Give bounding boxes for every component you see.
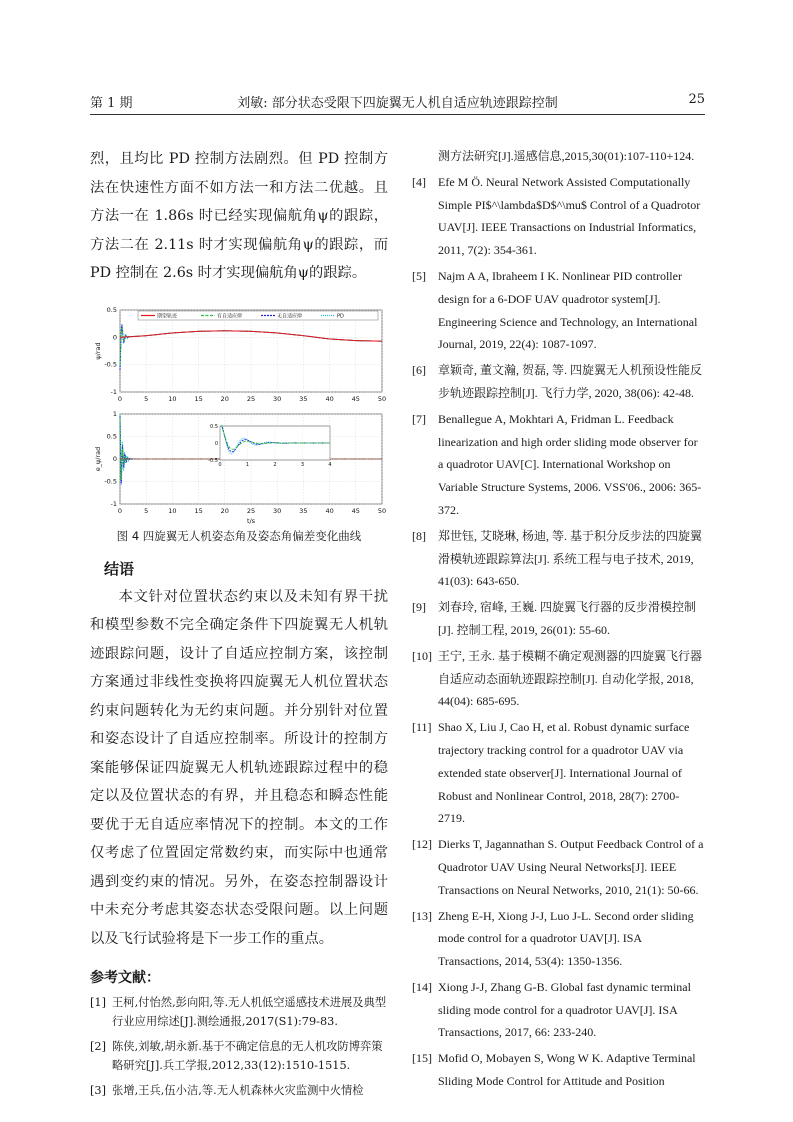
inset-x-tick-label: 4 — [328, 461, 332, 468]
reference-text: Shao X, Liu J, Cao H, et al. Robust dynamic surface trajectory tracking control for a quadrotor UAV via extended state observer[J]. International Journal of Robust and Nonlinear Control, 2018, 28(7): 2700-2719. — [438, 720, 690, 826]
reference-number: [13] — [412, 908, 432, 923]
reference-number: [10] — [412, 648, 432, 663]
x-tick-label: 50 — [377, 506, 387, 515]
header-rule — [90, 114, 705, 115]
x-tick-label: 25 — [246, 506, 256, 515]
x-axis-label: t/s — [246, 516, 256, 524]
y-tick-label: -0.5 — [104, 477, 117, 485]
x-tick-label: 35 — [299, 394, 308, 403]
reference-number: [5] — [412, 268, 426, 283]
reference-item — [412, 171, 704, 262]
reference-number: [8] — [412, 528, 426, 543]
y-tick-label: -1 — [110, 387, 117, 396]
x-tick-label: 15 — [194, 506, 203, 515]
x-tick-label: 10 — [168, 394, 177, 403]
y-tick-label: -1 — [110, 499, 117, 508]
x-tick-label: 40 — [325, 394, 334, 403]
y-axis-label: e_ψ/rad — [94, 446, 102, 471]
reference-text: 郑世钰, 艾晓琳, 杨迪, 等. 基于积分反步法的四旋翼滑模轨迹跟踪算法[J]. 系统工程与电子技术, 2019, 41(03): 643-650. — [438, 528, 703, 589]
x-tick-label: 0 — [117, 394, 123, 403]
legend-label: 有自适应律 — [217, 313, 243, 319]
reference-number: [12] — [412, 837, 432, 852]
x-tick-label: 50 — [377, 394, 387, 403]
reference-text: Benallegue A, Mokhtari A, Fridman L. Feedback linearization and high order sliding mode observer for a quadrotor UAV[C]. International Workshop on Variable Structure Systems, 2006. VSS'06., 2006: 365-372. — [438, 411, 702, 517]
issue-number: 第 1 期 — [90, 96, 133, 111]
legend-label: 无自适应律 — [277, 313, 303, 319]
y-tick-label: 0 — [112, 332, 117, 341]
inset-y-tick-label: 0 — [214, 440, 218, 447]
x-tick-label: 5 — [144, 506, 149, 515]
inset-y-tick-label: -0.5 — [208, 457, 218, 464]
reference-item — [412, 525, 704, 593]
x-tick-label: 20 — [220, 506, 229, 515]
reference-item — [412, 145, 704, 168]
reference-number: [9] — [412, 600, 426, 615]
running-title: 刘敏: 部分状态受限下四旋翼无人机自适应轨迹跟踪控制 — [237, 96, 558, 111]
reference-item — [412, 359, 704, 405]
x-tick-label: 40 — [325, 506, 334, 515]
page-number: 25 — [688, 92, 705, 107]
x-tick-label: 25 — [246, 394, 256, 403]
x-tick-label: 5 — [144, 394, 149, 403]
y-tick-label: 0.5 — [106, 305, 117, 314]
y-tick-label: 1 — [112, 409, 117, 418]
inset-y-tick-label: 0.5 — [210, 423, 218, 430]
reference-text: 章颖奇, 董文瀚, 贺磊, 等. 四旋翼无人机预设性能反步轨迹跟踪控制[J]. 飞行力学, 2020, 38(06): 42-48. — [438, 363, 703, 400]
reference-text: Efe M Ö. Neural Network Assisted Computationally Simple PI$^\lambda$D$^\mu$ Control of a Quadrotor UAV[J]. IEEE Transactions on Industrial Informatics, 2011, 7(2): 354-361. — [438, 174, 701, 258]
legend-label: PD — [337, 313, 344, 319]
reference-item — [412, 265, 704, 356]
reference-item — [412, 408, 704, 522]
reference-item — [90, 1081, 388, 1100]
reference-number: [1] — [90, 996, 107, 1009]
reference-text: 刘春玲, 宿峰, 王巍. 四旋翼飞行器的反步滑模控制[J]. 控制工程, 2019, 26(01): 55-60. — [438, 600, 697, 637]
reference-item — [412, 833, 704, 901]
y-tick-label: 0.5 — [106, 432, 117, 440]
y-tick-label: -0.5 — [104, 360, 117, 369]
references-list-right — [412, 145, 704, 1093]
inset-x-tick-label: 1 — [245, 461, 250, 468]
paragraph-results: 烈，且均比 PD 控制方法剧烈。但 PD 控制方法在快速性方面不如方法一和方法二优越。且方法一在 1.86s 时已经实现偏航角ψ的跟踪，方法二在 2.11s 时才实现偏航角ψ的跟踪，而 PD 控制在 2.6s 时才实现偏航角ψ的跟踪。 — [90, 151, 388, 281]
reference-item — [412, 645, 704, 713]
x-tick-label: 0 — [117, 506, 123, 515]
reference-item — [412, 1047, 704, 1093]
x-tick-label: 45 — [351, 394, 360, 403]
reference-text: Mofid O, Mobayen S, Wong W K. Adaptive Terminal Sliding Mode Control for Attitude and Position — [438, 1051, 696, 1089]
attitude-chart — [90, 302, 388, 524]
reference-number: [6] — [412, 363, 426, 378]
inset-x-tick-label: 0 — [218, 461, 222, 468]
left-column — [90, 145, 388, 1106]
inset-x-tick-label: 2 — [273, 461, 277, 468]
inset-x-tick-label: 3 — [300, 461, 305, 468]
reference-text: Zheng E-H, Xiong J-J, Luo J-L. Second order sliding mode control for a quadrotor UAV[J]. ISA Transactions, 2014, 53(4): 1350-1356. — [438, 908, 694, 969]
reference-number: [2] — [90, 1040, 107, 1053]
reference-item — [412, 596, 704, 642]
reference-text: 测方法研究[J].遥感信息,2015,30(01):107-110+124. — [438, 149, 695, 163]
x-tick-label: 10 — [168, 506, 177, 515]
reference-number: [14] — [412, 979, 432, 994]
reference-item — [412, 716, 704, 830]
reference-text: 陈侠,刘敏,胡永新.基于不确定信息的无人机攻防博弈策略研究[J].兵工学报,2012,33(12):1510-1515. — [112, 1040, 383, 1072]
y-tick-label: 0 — [112, 454, 117, 463]
x-tick-label: 45 — [351, 506, 360, 515]
page-header — [90, 90, 705, 114]
references-list-left — [90, 993, 388, 1100]
right-column — [412, 145, 704, 1096]
reference-text: Xiong J-J, Zhang G-B. Global fast dynamic terminal sliding mode control for a quadrotor UAV[J]. ISA Transactions, 2017, 66: 233-240. — [438, 979, 691, 1040]
reference-number: [11] — [412, 720, 432, 735]
x-tick-label: 20 — [220, 394, 229, 403]
figure-caption: 图 4 四旋翼无人机姿态角及姿态角偏差变化曲线 — [116, 528, 362, 543]
x-tick-label: 30 — [273, 394, 282, 403]
reference-number: [15] — [412, 1051, 432, 1066]
reference-text: Najm A A, Ibraheem I K. Nonlinear PID controller design for a 6-DOF UAV quadrotor system[J]. Engineering Science and Technology, an International Journal, 2019, 22(4): 1087-1097. — [438, 268, 698, 352]
y-axis-label: ψ/rad — [94, 341, 102, 360]
reference-item — [412, 905, 704, 973]
reference-number: [3] — [90, 1084, 107, 1097]
reference-text: 王宁, 王永. 基于模糊不确定观测器的四旋翼飞行器自适应动态面轨迹跟踪控制[J]. 自动化学报, 2018, 44(04): 685-695. — [438, 648, 703, 709]
x-tick-label: 35 — [299, 506, 308, 515]
x-tick-label: 15 — [194, 394, 203, 403]
reference-text: 王柯,付怡然,彭向阳,等.无人机低空遥感技术进展及典型行业应用综述[J].测绘通报,2017(S1):79-83. — [112, 996, 387, 1028]
reference-number: [4] — [412, 174, 426, 189]
legend-label: 期望轨迹 — [157, 313, 178, 319]
reference-item — [90, 1037, 388, 1075]
reference-item — [412, 976, 704, 1044]
reference-item — [90, 993, 388, 1031]
x-tick-label: 30 — [273, 506, 282, 515]
section-title: 结语 — [104, 559, 135, 578]
references-title: 参考文献： — [90, 970, 160, 986]
reference-text: 张增,王兵,伍小洁,等.无人机森林火灾监测中火情检 — [112, 1084, 364, 1097]
paragraph-conclusion: 本文针对位置状态约束以及未知有界干扰和模型参数不完全确定条件下四旋翼无人机轨迹跟踪问题，设计了自适应控制方案，该控制方案通过非线性变换将四旋翼无人机位置状态约束问题转化为无约束问题。并分别针对位置和姿态设计了自适应控制率。所设计的控制方案能够保证四旋翼无人机轨迹跟踪过程中的稳定以及位置状态的有界，并且稳态和瞬态性能要优于无自适应率情况下的控制。本文的工作仅考虑了位置固定常数约束，而实际中也通常遇到变约束的情况。另外，在姿态控制器设计中未充分考虑其姿态状态受限问题。以上问题以及飞行试验将是下一步工作的重点。 — [90, 588, 388, 947]
reference-number: [7] — [412, 411, 426, 426]
reference-text: Dierks T, Jagannathan S. Output Feedback Control of a Quadrotor UAV Using Neural Networks[J]. IEEE Transactions on Neural Networks, 2010, 21(1): 50-66. — [438, 837, 704, 897]
figure-4 — [90, 302, 388, 524]
